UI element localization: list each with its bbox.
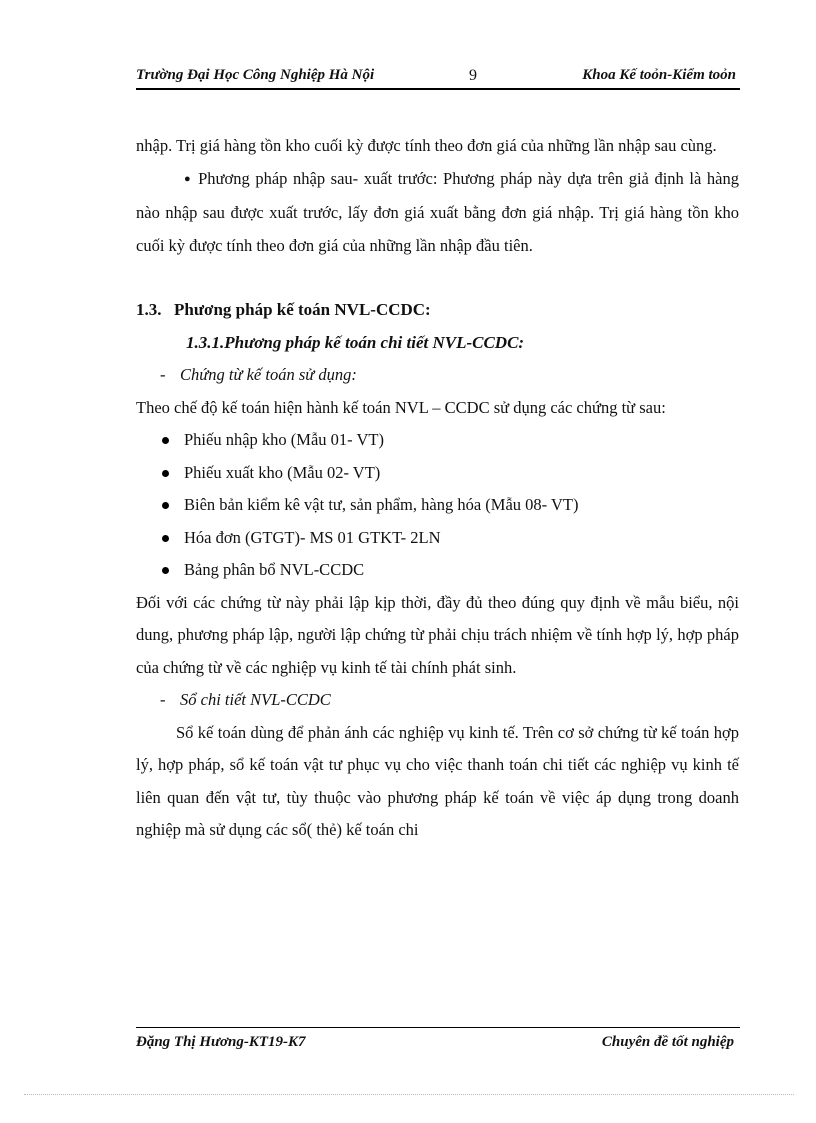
list-item (136, 522, 739, 555)
footer-author: Đặng Thị Hương-KT19-K7 (136, 1034, 306, 1050)
list-item-text: Biên bản kiểm kê vật tư, sản phẩm, hàng hóa (Mẫu 08- VT) (184, 495, 579, 514)
paragraph-1: nhập. Trị giá hàng tồn kho cuối kỳ được tính theo đơn giá của những lần nhập sau cùng. (136, 136, 717, 155)
dash-item-ledger (136, 684, 739, 717)
paragraph-3: Theo chế độ kế toán hiện hành kế toán NVL – CCDC sử dụng các chứng từ sau: (136, 397, 666, 417)
section-heading (136, 294, 739, 327)
list-item-text: Phiếu nhập kho (Mẫu 01- VT) (184, 430, 384, 449)
subsection-heading: 1.3.1.Phương pháp kế toán chi tiết NVL-CCDC: (186, 332, 525, 352)
paragraph-4: Đối với các chứng từ này phải lập kịp thời, đầy đủ theo đúng quy định về mẫu biểu, nội dung, phương pháp lập, người lập chứng từ phải chịu trách nhiệm về tính hợp lý, hợp pháp của chứng từ về các nghiệp vụ kinh tế tài chính phát sinh. (136, 592, 739, 677)
page-header (136, 64, 740, 90)
paragraph-lifo-text: Phương pháp nhập sau- xuất trước: Phương pháp này dựa trên giả định là hàng nào nhập sau được xuất trước, lấy đơn giá xuất bằng đơn giá nhập. Trị giá hàng tồn kho cuối kỳ được tính theo đơn giá của những lần nhập đầu tiên. (136, 168, 739, 255)
page-bottom-divider (24, 1094, 794, 1095)
header-school: Trường Đại Học Công Nghiệp Hà Nội (136, 67, 375, 83)
list-item (136, 489, 739, 522)
dash-item-documents-label: Chứng từ kế toán sử dụng: (180, 365, 357, 384)
dash-icon: - (160, 690, 166, 709)
list-item-text: Bảng phân bổ NVL-CCDC (184, 560, 365, 579)
bullet-icon (162, 470, 169, 477)
page-number: 9 (469, 67, 477, 84)
document-list (136, 424, 739, 587)
bullet-icon (162, 535, 169, 542)
section-title: Phương pháp kế toán NVL-CCDC: (174, 300, 431, 319)
list-item (136, 457, 739, 490)
section-number: 1.3. (136, 300, 162, 319)
list-item-text: Hóa đơn (GTGT)- MS 01 GTKT- 2LN (184, 527, 441, 547)
list-item (136, 554, 739, 587)
bullet-icon (162, 437, 169, 444)
bullet-icon (162, 502, 169, 509)
list-item-text: Phiếu xuất kho (Mẫu 02- VT) (184, 462, 381, 482)
bullet-icon: ● (184, 172, 193, 185)
list-item (136, 424, 739, 457)
bullet-icon (162, 567, 169, 574)
dash-icon: - (160, 365, 166, 384)
spacer (136, 262, 739, 294)
dash-item-ledger-label: Sổ chi tiết NVL-CCDC (180, 690, 331, 709)
dash-item-documents (136, 359, 739, 392)
footer-title: Chuyên đề tốt nghiệp (601, 1034, 734, 1050)
page-body (136, 130, 739, 847)
paragraph-5: Sổ kế toán dùng để phản ánh các nghiệp vụ kinh tế. Trên cơ sở chứng từ kế toán hợp lý, hợp pháp, sổ kế toán vật tư phục vụ cho việc thanh toán chi tiết các nghiệp vụ kinh tế liên quan đến vật tư, tùy thuộc vào phương pháp kế toán về việc áp dụng trong doanh nghiệp mà sử dụng các sổ( thẻ) kế toán chi (136, 722, 739, 839)
paragraph-lifo (136, 163, 739, 263)
header-department: Khoa Kế toỏn-Kiểm toỏn (582, 67, 736, 83)
page-footer (136, 1027, 740, 1058)
